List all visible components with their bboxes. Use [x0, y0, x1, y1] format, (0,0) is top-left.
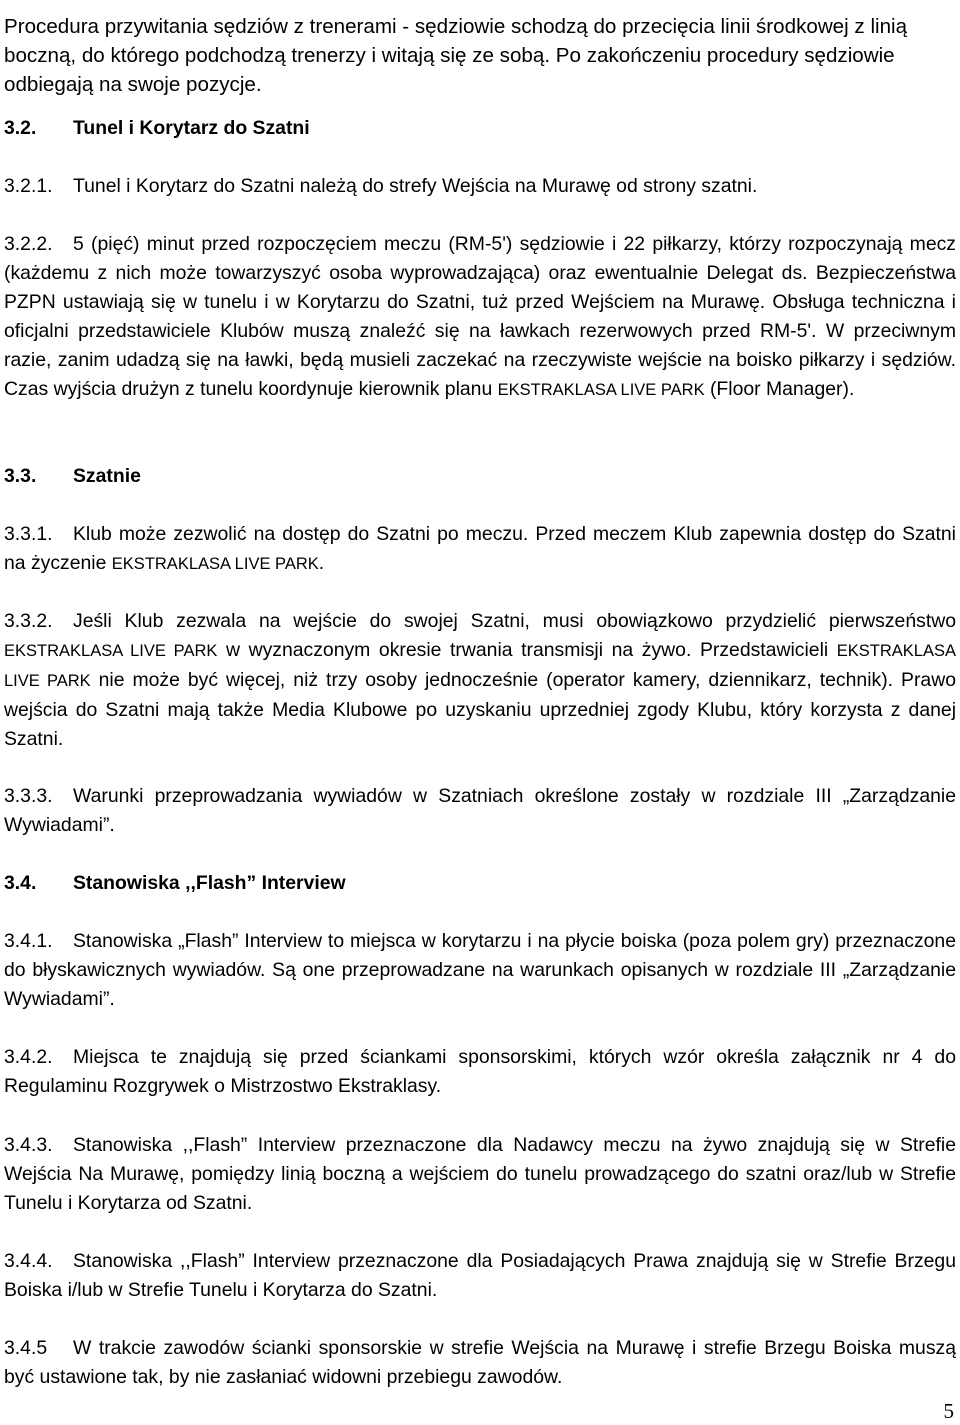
section-number: 3.4. — [4, 872, 37, 894]
paragraph-3-3-3 — [4, 782, 956, 840]
section-heading-3-3 — [4, 462, 956, 491]
paragraph-text: Stanowiska „Flash” Interview to miejsca w korytarzu i na płycie boiska (poza polem gry) przeznaczone do błyskawicznych wywiadów. Są one przeprowadzane na warunkach opisanych w rozdziale III „Zarządzanie Wywiadami”. — [4, 930, 956, 1010]
paragraph-number: 3.3.2. — [4, 610, 53, 632]
paragraph-3-3-1 — [4, 520, 956, 579]
section-number: 3.2. — [4, 117, 37, 139]
paragraph-number: 3.3.1. — [4, 523, 53, 545]
paragraph-3-4-5 — [4, 1334, 956, 1392]
paragraph-text: Warunki przeprowadzania wywiadów w Szatniach określone zostały w rozdziale III „Zarządzanie Wywiadami”. — [4, 785, 956, 836]
paragraph-3-4-4 — [4, 1247, 956, 1305]
paragraph-3-4-3 — [4, 1131, 956, 1218]
section-title: Tunel i Korytarz do Szatni — [73, 117, 310, 139]
brand-name: EKSTRAKLASA LIVE PARK — [497, 381, 705, 399]
section-heading-3-2 — [4, 114, 956, 143]
page-number: 5 — [943, 1399, 954, 1423]
section-title: Szatnie — [73, 465, 141, 487]
paragraph-number: 3.4.4. — [4, 1250, 53, 1272]
paragraph-text-end: . — [318, 552, 325, 574]
section-heading-3-4 — [4, 869, 956, 898]
paragraph-text-end: nie może być więcej, niż trzy osoby jednocześnie (operator kamery, dziennikarz, technik). Prawo wejścia do Szatni mają także Media Klubowe po uzyskaniu uprzedniej zgody Klubu, który korzysta z danej Szatni. — [4, 669, 956, 750]
paragraph-number: 3.4.1. — [4, 930, 53, 952]
paragraph-text-middle: w wyznaczonym okresie trwania transmisji na żywo. Przedstawicieli — [217, 639, 837, 661]
paragraph-text: Stanowiska ,,Flash” Interview przeznaczone dla Posiadających Prawa znajdują się w Strefie Brzegu Boiska i/lub w Strefie Tunelu i Korytarza do Szatni. — [4, 1250, 956, 1301]
paragraph-number: 3.2.1. — [4, 175, 53, 197]
brand-name: EKSTRAKLASA LIVE PARK — [111, 555, 319, 573]
paragraph-text: Klub może zezwolić na dostęp do Szatni po meczu. Przed meczem Klub zapewnia dostęp do Szatni na życzenie — [4, 523, 956, 574]
paragraph-number: 3.4.5 — [4, 1337, 48, 1359]
paragraph-3-4-2 — [4, 1043, 956, 1101]
paragraph-text: Tunel i Korytarz do Szatni należą do strefy Wejścia na Murawę od strony szatni. — [73, 175, 758, 197]
paragraph-number: 3.2.2. — [4, 233, 53, 255]
brand-name: EKSTRAKLASA LIVE PARK — [4, 642, 956, 690]
paragraph-text: Jeśli Klub zezwala na wejście do swojej Szatni, musi obowiązkowo przydzielić pierwszeństwo — [73, 610, 956, 632]
paragraph-3-2-2 — [4, 230, 956, 405]
paragraph-text: 5 (pięć) minut przed rozpoczęciem meczu (RM-5') sędziowie i 22 piłkarzy, którzy rozpoczynają mecz (każdemu z nich może towarzyszyć osoba wyprowadzająca) oraz ewentualnie Delegat ds. Bezpieczeństwa PZPN ustawiają się w tunelu i w Korytarzu do Szatni, tuż przed Wejściem na Murawę. Obsługa techniczna i oficjalni przedstawiciele Klubów muszą znaleźć się na ławkach rezerwowych przed RM-5'. W przeciwnym razie, zanim udadzą się na ławki, będą musieli zaczekać na rzeczywiste wejście na boisko piłkarzy i sędziów. Czas wyjścia drużyn z tunelu koordynuje kierownik planu — [4, 233, 956, 400]
brand-name: EKSTRAKLASA LIVE PARK — [4, 642, 218, 660]
paragraph-3-3-2 — [4, 607, 956, 754]
paragraph-text: Miejsca te znajdują się przed ściankami sponsorskimi, których wzór określa załącznik nr 4 do Regulaminu Rozgrywek o Mistrzostwo Ekstraklasy. — [4, 1046, 956, 1097]
paragraph-text: Stanowiska ,,Flash” Interview przeznaczone dla Nadawcy meczu na żywo znajdują się w Strefie Wejścia Na Murawę, pomiędzy linią boczną a wejściem do tunelu prowadzącego do szatni oraz/lub w Strefie Tunelu i Korytarza od Szatni. — [4, 1134, 956, 1214]
section-number: 3.3. — [4, 465, 37, 487]
paragraph-number: 3.4.3. — [4, 1134, 53, 1156]
paragraph-3-4-1 — [4, 927, 956, 1014]
paragraph-number: 3.3.3. — [4, 785, 53, 807]
paragraph-3-2-1 — [4, 172, 956, 201]
paragraph-number: 3.4.2. — [4, 1046, 53, 1068]
paragraph-text: W trakcie zawodów ścianki sponsorskie w strefie Wejścia na Murawę i strefie Brzegu Boiska muszą być ustawione tak, by nie zasłaniać widowni przebiegu zawodów. — [4, 1337, 956, 1388]
section-title: Stanowiska ,,Flash” Interview — [73, 872, 346, 894]
paragraph-text-end: (Floor Manager). — [704, 378, 855, 400]
intro-paragraph: Procedura przywitania sędziów z trenerami - sędziowie schodzą do przecięcia linii środkowej z linią boczną, do którego podchodzą trenerzy i witają się ze sobą. Po zakończeniu procedury sędziowie odbiegają na swoje pozycje. — [4, 15, 908, 96]
